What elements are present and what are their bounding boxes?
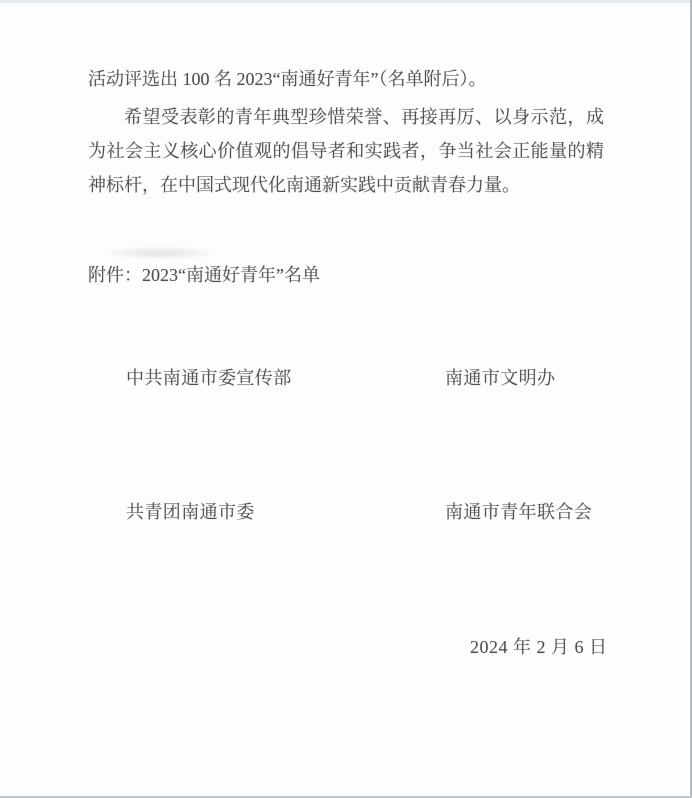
signature-org-youth-federation: 南通市青年联合会 <box>445 502 593 522</box>
paragraph-hope-exhortation: 希望受表彰的青年典型珍惜荣誉、再接再厉、以身示范，成为社会主义核心价值观的倡导者和实践者，争当社会正能量的精神标杆，在中国式现代化南通新实践中贡献青春力量。 <box>88 107 604 195</box>
signature-org-propaganda-dept: 中共南通市委宣传部 <box>126 368 292 388</box>
signature-row-1 <box>88 361 604 395</box>
signature-org-civilization-office: 南通市文明办 <box>445 368 556 388</box>
attachment-line: 附件：2023“南通好青年”名单 <box>88 265 320 285</box>
document-body <box>88 0 608 798</box>
paragraph-selection-result: 活动评选出 100 名 2023“南通好青年”（名单附后）。 <box>88 69 487 89</box>
document-date: 2024 年 2 月 6 日 <box>470 637 608 657</box>
signature-row-2 <box>88 495 604 529</box>
signature-org-youth-league: 共青团南通市委 <box>126 502 255 522</box>
